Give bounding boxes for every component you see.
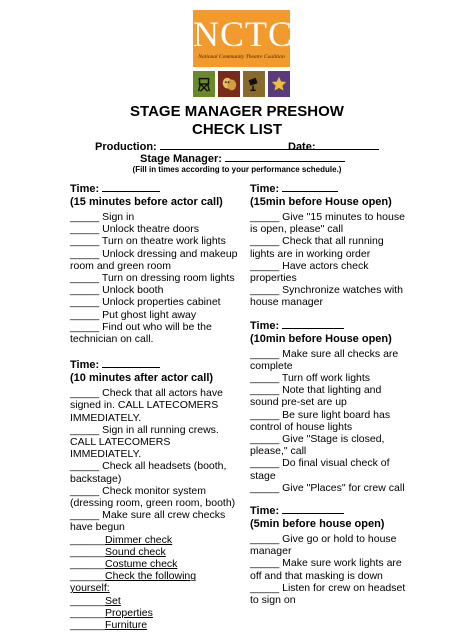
checklist-item: _____ Do final visual check of stage	[250, 457, 390, 482]
checklist-item: _____ Give "Stage is closed, please," call	[250, 433, 385, 458]
logo-mark: NCTC	[193, 14, 294, 54]
stage-manager-label: Stage Manager:	[140, 153, 222, 165]
date-blank[interactable]	[319, 140, 379, 150]
time-field	[250, 504, 410, 518]
time-field	[250, 319, 410, 333]
checklist-item: _____ Give go or hold to house manager	[250, 533, 397, 558]
checklist-item: _____ Be sure light board has control of house lights	[250, 408, 391, 433]
logo-subtitle: National Community Theatre Coalition	[198, 54, 285, 60]
section-5-before-house-open	[250, 504, 410, 606]
checklist-item: _____ Give "15 minutes to house is open, please" call	[250, 211, 405, 236]
checklist-item: _____ Turn off work lights	[250, 372, 371, 385]
time-field	[70, 358, 238, 372]
checklist-item: _____ Check monitor system (dressing room, green room, booth)	[70, 484, 236, 510]
time-blank[interactable]	[282, 319, 344, 329]
checklist-item: _____ Put ghost light away	[70, 308, 197, 321]
section-heading: (10min before House open)	[250, 332, 392, 345]
checklist-item: _____ Listen for crew on headset to sign on	[250, 581, 406, 607]
star-icon	[268, 71, 290, 97]
checklist-item: _____ Check that all actors have signed in. CALL LATECOMERS IMMEDIATELY.	[70, 387, 223, 424]
checklist-item: _____ Have actors check properties	[250, 259, 369, 285]
checklist-item: _____ Note that lighting and sound pre-set are up	[250, 384, 382, 409]
checklist-sub-item	[70, 607, 238, 619]
section-heading: (15min before House open)	[250, 196, 392, 208]
production-label: Production:	[95, 141, 157, 153]
checklist-item: _____ Unlock properties cabinet	[70, 296, 221, 309]
nctc-logo	[193, 10, 294, 67]
checklist-item: _____ Unlock booth	[70, 284, 164, 297]
checklist-sub-item	[70, 546, 238, 558]
left-column	[70, 182, 238, 631]
masks-icon	[218, 71, 240, 97]
time-label: Time:	[70, 183, 100, 195]
time-label: Time:	[250, 319, 280, 332]
sub-item-label: Sound check	[105, 545, 166, 558]
time-label: Time:	[250, 505, 280, 518]
sub-item-label: Check the following yourself:	[70, 570, 197, 595]
checklist-item: _____ Sign in	[70, 211, 135, 223]
checklist-item: _____ Sign in all running crews. CALL LATECOMERS IMMEDIATELY.	[70, 423, 219, 461]
sub-item-label: Set	[105, 594, 121, 607]
checklist-item: _____ Make sure all checks are complete	[250, 347, 399, 372]
checklist-item: _____ Unlock dressing and makeup room and green room	[70, 247, 238, 272]
checklist-sub-item	[70, 595, 238, 607]
time-label: Time:	[250, 183, 280, 195]
checklist-sub-item	[70, 534, 238, 546]
checklist-item: _____ Find out who will be the technician on call.	[70, 320, 212, 346]
sub-item-blank: ______	[70, 533, 106, 546]
checklist-sub-item	[70, 570, 238, 594]
section-10-before-house-open	[250, 319, 410, 494]
section-heading: (15 minutes before actor call)	[70, 196, 223, 208]
checklist-item: _____ Turn on dressing room lights	[70, 272, 235, 285]
checklist-item: _____ Turn on theatre work lights	[70, 235, 226, 248]
checklist-item: _____ Check that all running lights are in working order	[250, 235, 384, 260]
sub-item-blank: ______	[70, 619, 106, 632]
sub-item-blank: ______	[70, 570, 106, 583]
sub-item-blank: ______	[70, 594, 106, 607]
checklist-item: _____ Make sure work lights are off and that masking is down	[250, 557, 402, 582]
time-field	[250, 182, 410, 196]
checklist-item: _____ Check all headsets (booth, backstage)	[70, 460, 227, 485]
checklist-sub-item	[70, 619, 238, 631]
checklist-item: _____ Make sure all crew checks have begun	[70, 509, 226, 534]
section-15-before-house-open	[250, 182, 410, 309]
sub-item-blank: ______	[70, 545, 106, 558]
date-label: Date:	[288, 141, 316, 153]
time-field	[70, 182, 238, 196]
page-title-line1: STAGE MANAGER PRESHOW	[130, 103, 344, 120]
right-column	[250, 182, 410, 606]
sub-item-label: Properties	[105, 606, 153, 619]
section-heading: (10 minutes after actor call)	[70, 372, 214, 385]
checklist-item: _____ Give "Places" for crew call	[250, 481, 405, 494]
time-blank[interactable]	[102, 182, 160, 192]
stage-manager-field	[140, 152, 345, 166]
time-blank[interactable]	[282, 504, 344, 514]
section-heading: (5min before house open)	[250, 518, 385, 531]
sub-item-label: Costume check	[105, 558, 178, 571]
checklist-item: _____ Synchronize watches with house manager	[250, 284, 403, 309]
time-label: Time:	[70, 359, 100, 372]
sub-item-label: Furniture	[105, 619, 148, 632]
time-blank[interactable]	[282, 182, 338, 192]
checklist-sub-item	[70, 558, 238, 570]
section-10-after-actor-call	[70, 358, 238, 631]
schedule-note: (Fill in times according to your performance schedule.)	[132, 165, 342, 174]
director-chair-icon	[193, 71, 215, 97]
stage-manager-blank[interactable]	[225, 152, 345, 162]
sub-item-blank: ______	[70, 558, 106, 571]
sub-item-label: Dimmer check	[105, 533, 173, 546]
theatre-icon-strip	[193, 71, 290, 97]
sub-item-blank: ______	[70, 606, 106, 619]
checklist-item: _____ Unlock theatre doors	[70, 223, 199, 236]
spotlight-icon	[243, 71, 265, 97]
time-blank[interactable]	[102, 358, 160, 368]
page-title-line2: CHECK LIST	[192, 121, 282, 138]
section-15-before-actor-call	[70, 182, 238, 345]
